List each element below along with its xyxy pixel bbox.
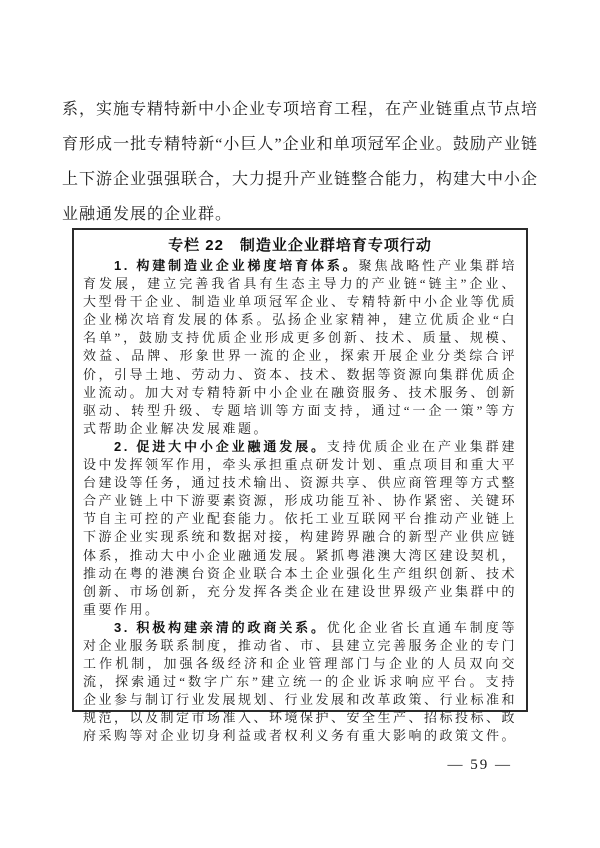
box-title: 专栏 22 制造业企业群培育专项行动 xyxy=(168,237,432,254)
box-paragraph-3-lead: 3. 积极构建亲清的政商关系。 xyxy=(114,619,327,635)
box-paragraph-2 xyxy=(83,438,517,619)
intro-paragraph: 系，实施专精特新中小企业专项培育工程，在产业链重点节点培育形成一批专精特新“小巨人”企业和单项冠军企业。鼓励产业链上下游企业强强联合，大力提升产业链整合能力，构建大中小企业融通发展的企业群。 xyxy=(62,101,539,223)
page-number: — 59 — xyxy=(447,757,512,773)
box-paragraph-1 xyxy=(83,257,517,438)
box-paragraph-3-body: 优化企业省长直通车制度等对企业服务联系制度，推动省、市、县建立完善服务企业的专门工作机制，加强各级经济和企业管理部门与企业的人员双向交流，探索通过“数字广东”建立统一的企业诉求响应平台。支持企业参与制订行业发展规划、行业发展和改革政策、行业标准和规范，以及制定市场准入、环境保护、安全生产、招标投标、政府采购等对企业切身利益或者权利义务有重大影响的政策文件。 xyxy=(83,619,518,744)
box-paragraph-2-lead: 2. 促进大中小企业融通发展。 xyxy=(114,438,327,454)
box-paragraph-3 xyxy=(83,619,517,746)
special-column-box xyxy=(72,228,528,744)
box-paragraph-2-body: 支持优质企业在产业集群建设中发挥领军作用，牵头承担重点研发计划、重点项目和重大平台建设等任务，通过技术输出、资源共享、供应商管理等方式整合产业链上中下游要素资源，形成功能互补、协作紧密、关键环节自主可控的产业配套能力。依托工业互联网平台推动产业链上下游企业实现系统和数据对接，构建跨界融合的新型产业供应链体系，推动大中小企业融通发展。紧抓粤港澳大湾区建设契机，推动在粤的港澳台资企业联合本土企业强化生产组织创新、技术创新、市场创新，充分发挥各类企业在建设世界级产业集群中的重要作用。 xyxy=(83,438,518,617)
box-paragraph-1-lead: 1. 构建制造业企业梯度培育体系。 xyxy=(114,258,359,273)
box-paragraph-1-body: 聚焦战略性产业集群培育发展，建立完善我省具有生态主导力的产业链“链主”企业、大型骨干企业、制造业单项冠军企业、专精特新中小企业等优质企业梯次培育发展的体系。弘扬企业家精神，建立优质企业“白名单”，鼓励支持优质企业形成更多创新、技术、质量、规模、效益、品牌、形象世界一流的企业，探索开展企业分类综合评价，引导土地、劳动力、资本、技术、数据等资源向集群优质企业流动。加大对专精特新中小企业在融资服务、技术服务、创新驱动、转型升级、专题培训等方面支持，通过“一企一策”等方式帮助企业解决发展难题。 xyxy=(83,258,518,436)
